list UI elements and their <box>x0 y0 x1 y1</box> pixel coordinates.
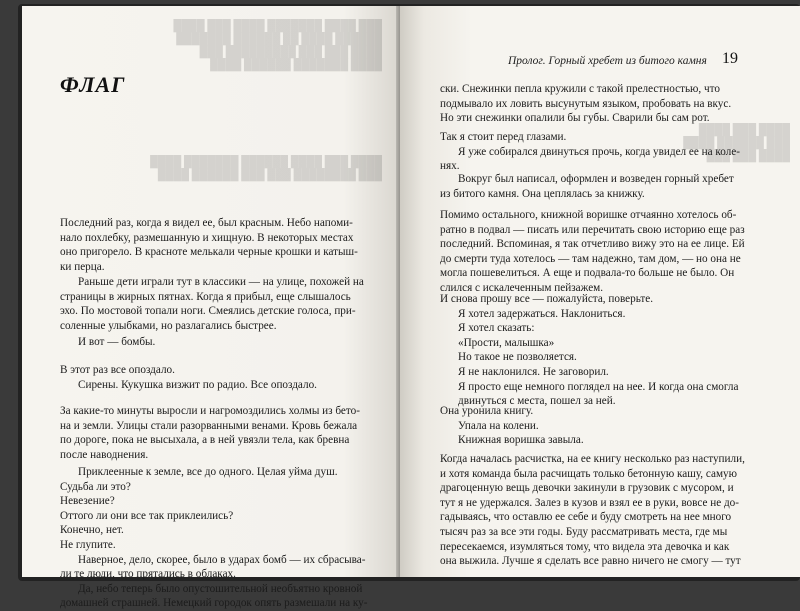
left-paragraph-6: Приклеенные к земле, все до одного. Целая уйма душ. Судьба ли это? Невезение? Оттого ли они все так приклеились? Конечно, нет. Не глупите. Наверное, дело, скорее, было в ударах бомб — их сбрасыва- ли те люди, что прятались в облаках. Да, небо теперь было опустошительной необъятно кровной домашней страшней. Немецкий городок опять размешали на ку- <box>60 466 368 610</box>
right-paragraph-6: Она уронила книгу. Упала на колени. Книжная воришка завыла. <box>440 405 584 447</box>
right-paragraph-3: Вокруг был написал, оформлен и возведен горный хребет из битого камня. Она цеплялась за книжку. <box>440 173 734 200</box>
right-paragraph-2: Так я стоит перед глазами. Я уже собирался двинуться прочь, когда увидел ее на коле- нях. <box>440 131 740 173</box>
left-paragraph-4: В этот раз все опоздало. Сирены. Кукушка визжит по радио. Все опоздало. <box>60 364 317 391</box>
bleed-through-text: ███ ████ ███████ ████ ███ ████ ██████ ████ ██ ██████ ███████ ████ ███ ███ █████████ ███ ████ ███████ ██████ ████ <box>173 20 382 71</box>
right-paragraph-4: Помимо остального, книжной воришке отчаянно хотелось об- ратно в подвал — писать или перечитать свою историю еще раз последний. Вспоминая, я так отчетливо вижу это на ее лице. Ей до смерти туда хотелось — там надежно, там дом, — но она не могла пошевелиться. А еще и подвала-то больше не было. Он слился с искалеченным пейзажем. <box>440 209 745 294</box>
bleed-through-text-2: ████ ███ ████ ██████ ███████ ████ ███ ████████ ███ ███ ██████ ████ <box>150 156 382 181</box>
left-paragraph-1: Последний раз, когда я видел ее, был красным. Небо напоми- нало похлебку, размешанную и хищную. В некоторых местах оно пригорело. В красноте мелькали черные крошки и катыш- ки перца. <box>60 217 358 273</box>
left-paragraph-3: И вот — бомбы. <box>78 336 156 348</box>
page-number: 19 <box>722 50 738 67</box>
right-paragraph-7: Когда началась расчистка, на ее книгу несколько раз наступили, и хотя команда была расчищать только бетонную кашу, самую драгоценную вещь девочки закинули в грузовик с мусором, и тут я не удержался. Залез в кузов и взял ее в руки, вовсе не до- гадываясь, что оставлю ее себе и буду смотреть на нее много тысяч раз за все эти годы. Буду рассматривать места, где мы пересекаемся, изумляться тому, что видела эта девочка и как она выжила. Лучше я сделать все равно ничего не смогу — тут <box>440 453 745 568</box>
running-head: Пролог. Горный хребет из битого камня <box>508 55 707 67</box>
right-paragraph-5: И снова прошу все — пожалуйста, поверьте. Я хотел задержаться. Наклониться. Я хотел сказать: «Прости, малышка» Но такое не позволяется. Я не наклонился. Не заговорил. Я просто еще немного поглядел на нее. И когда она смогла двинуться с места, пошел за ней. <box>440 293 739 408</box>
left-paragraph-5: За какие-то минуты выросли и нагромоздились холмы из бето- на и земли. Улицы стали разорванными венами. Кровь бежала по дороге, пока не высыхала, а в ней увязли тела, как бревна после наводнения. <box>60 405 360 461</box>
right-paragraph-1: ски. Снежинки пепла кружили с такой прелестностью, что подмывало их ловить высунутым языком, пробовать на вкус. Но эти снежинки опалили бы губы. Сварили бы сам рот. <box>440 83 732 125</box>
left-paragraph-2: Раньше дети играли тут в классики — на улице, похожей на страницы в жирных пятнах. Когда я прибыл, еще слышалось эхо. По мостовой топали ноги. Смеялись детские голоса, при- соленные улыбками, но разлагались быстрее. <box>60 276 364 332</box>
bleed-through-text-3: ████ ███ ████ ███ ██████ ████ ████ ███ ███ <box>683 124 790 162</box>
chapter-heading: ФЛАГ <box>60 72 126 97</box>
